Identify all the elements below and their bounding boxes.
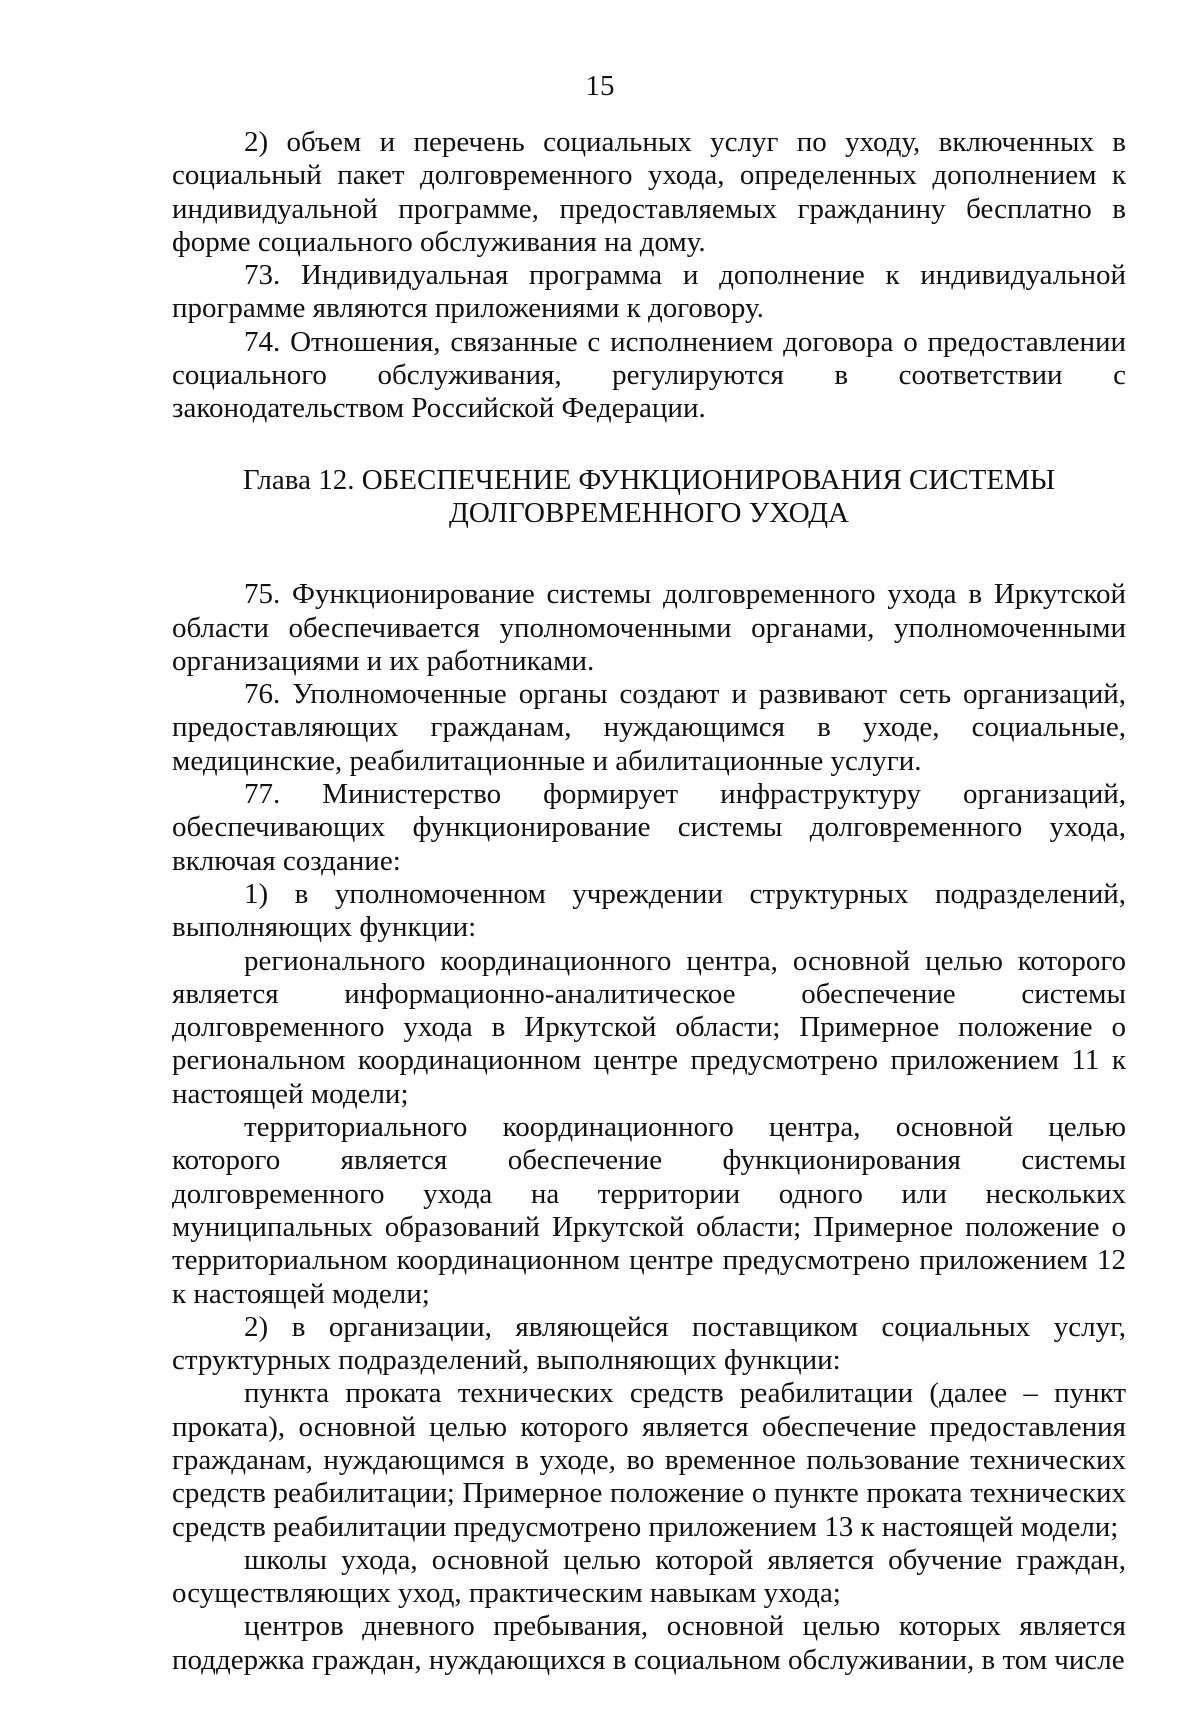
paragraph-77-item-1: 1) в уполномоченном учреждении структурных подразделений, выполняющих функции: <box>172 877 1126 944</box>
paragraph-care-school: школы ухода, основной целью которой является обучение граждан, осуществляющих уход, практическим навыкам ухода; <box>172 1543 1126 1610</box>
paragraph-day-centers: центров дневного пребывания, основной целью которых является поддержка граждан, нуждающихся в социальном обслуживании, в том числе <box>172 1610 1126 1676</box>
paragraph-item-2: 2) объем и перечень социальных услуг по уходу, включенных в социальный пакет долговременного ухода, определенных дополнением к индивидуальной программе, предоставляемых гражданину бесплатно в форме социального обслуживания на дому. <box>172 126 1126 258</box>
paragraph-73: 73. Индивидуальная программа и дополнение к индивидуальной программе являются приложениями к договору. <box>172 259 1126 325</box>
chapter-heading-line-1: Глава 12. ОБЕСПЕЧЕНИЕ ФУНКЦИОНИРОВАНИЯ СИСТЕМЫ <box>242 463 1056 496</box>
paragraph-77: 77. Министерство формирует инфраструктуру организаций, обеспечивающих функционирование системы долговременного ухода, включая создание: <box>172 778 1126 877</box>
paragraph-regional-center: регионального координационного центра, основной целью которого является информационно-аналитическое обеспечение системы долговременного ухода в Иркутской области; Примерное положение о региональном координационном центре предусмотрено приложением 11 к настоящей модели; <box>172 944 1126 1110</box>
paragraph-76: 76. Уполномоченные органы создают и развивают сеть организаций, предоставляющих гражданам, нуждающимся в уходе, социальные, медицинские, реабилитационные и абилитационные услуги. <box>172 678 1126 777</box>
chapter-heading-line-2: ДОЛГОВРЕМЕННОГО УХОДА <box>449 496 849 529</box>
document-body <box>172 126 1126 1677</box>
chapter-heading <box>172 464 1126 531</box>
paragraph-75: 75. Функционирование системы долговременного ухода в Иркутской области обеспечивается уполномоченными органами, уполномоченными организациями и их работниками. <box>172 578 1126 677</box>
paragraph-74: 74. Отношения, связанные с исполнением договора о предоставлении социального обслуживания, регулируются в соответствии с законодательством Российской Федерации. <box>172 325 1126 425</box>
paragraph-77-item-2: 2) в организации, являющейся поставщиком социальных услуг, структурных подразделений, выполняющих функции: <box>172 1310 1126 1377</box>
page-number: 15 <box>585 70 615 102</box>
paragraph-territorial-center: территориального координационного центра, основной целью которого является обеспечение функционирования системы долговременного ухода на территории одного или нескольких муниципальных образований Иркутской области; Примерное положение о территориальном координационном центре предусмотрено приложением 12 к настоящей модели; <box>172 1111 1126 1310</box>
paragraph-rental-point: пункта проката технических средств реабилитации (далее – пункт проката), основной целью которого является обеспечение предоставления гражданам, нуждающимся в уходе, во временное пользование технических средств реабилитации; Примерное положение о пункте проката технических средств реабилитации предусмотрено приложением 13 к настоящей модели; <box>172 1377 1126 1543</box>
